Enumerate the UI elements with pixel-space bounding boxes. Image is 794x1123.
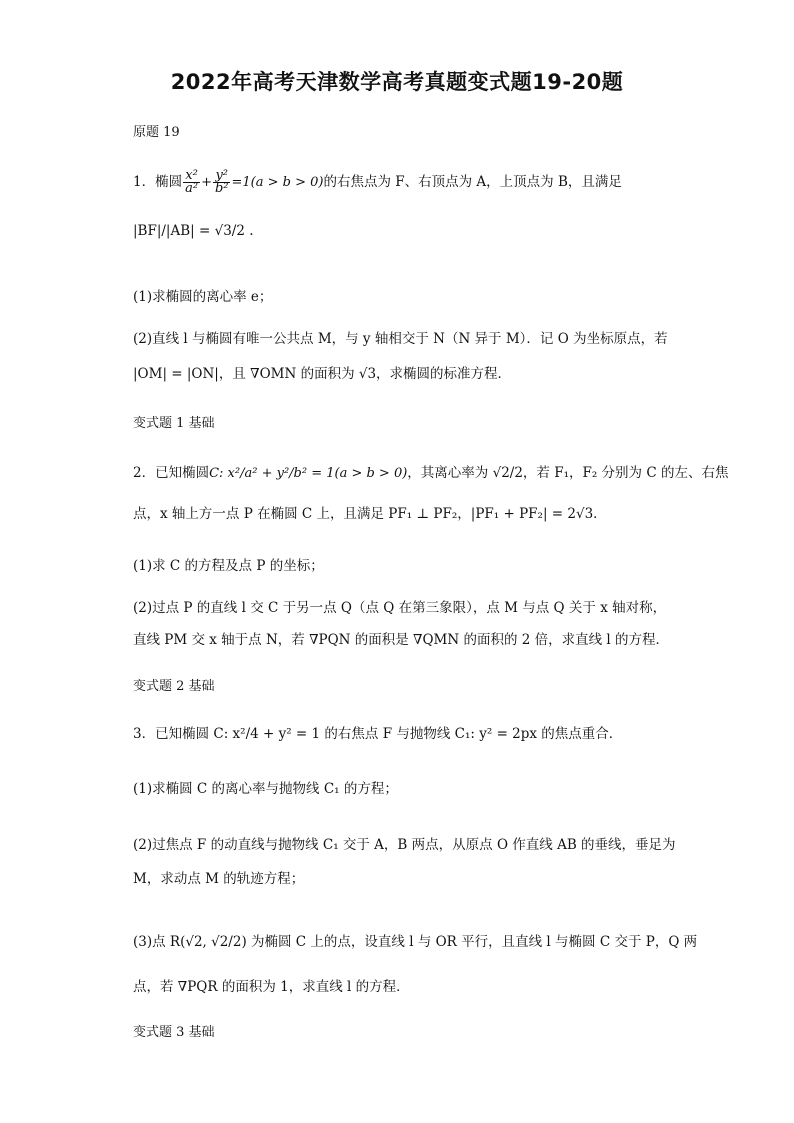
page-title: 2022年高考天津数学高考真题变式题19-20题 — [170, 70, 624, 94]
q2-part2-line2: 直线 PM 交 x 轴于点 N，若 ∇PQN 的面积是 ∇QMN 的面积的 2 倍，求直线 l 的方程． — [133, 632, 670, 648]
q3-part2-line1: (2)过焦点 F 的动直线与抛物线 C₁ 交于 A，B 两点，从原点 O 作直线 AB 的垂线，垂足为 — [133, 837, 676, 853]
q2-line2: 点，x 轴上方一点 P 在椭圆 C 上，且满足 PF₁ ⊥ PF₂，|PF₁ + PF₂| = 2√3． — [133, 506, 607, 522]
section-variant-3: 变式题 3 基础 — [133, 1025, 215, 1040]
q3-part1: (1)求椭圆 C 的离心率与抛物线 C₁ 的方程； — [133, 781, 398, 797]
q1-condition: |BF|/|AB| = √3/2 . — [133, 223, 254, 239]
q2-part2-line1: (2)过点 P 的直线 l 交 C 于另一点 Q（点 Q 在第三象限），点 M 与点 Q 关于 x 轴对称， — [133, 600, 667, 616]
section-original-19: 原题 19 — [133, 125, 180, 140]
q3-part3-line2: 点，若 ∇PQR 的面积为 1，求直线 l 的方程． — [133, 979, 410, 995]
q1-number: 1．椭圆 — [133, 174, 183, 190]
q2-number: 2．已知椭圆 — [133, 465, 210, 481]
q3-part2-line2: M，求动点 M 的轨迹方程； — [133, 871, 305, 887]
q1-ellipse-tail: 的右焦点为 F、右顶点为 A，上顶点为 B，且满足 — [323, 174, 622, 190]
q2-part1: (1)求 C 的方程及点 P 的坐标； — [133, 558, 324, 574]
section-variant-2: 变式题 2 基础 — [133, 679, 215, 694]
q3-line1: 3．已知椭圆 C: x²/4 + y² = 1 的右焦点 F 与抛物线 C₁: y² = 2px 的焦点重合． — [133, 726, 623, 742]
q2-line1 — [133, 464, 728, 483]
section-variant-1: 变式题 1 基础 — [133, 416, 215, 431]
q1-part2-line2: |OM| = |ON|，且 ∇OMN 的面积为 √3，求椭圆的标准方程． — [133, 366, 512, 382]
q2-line1-tail: ，其离心率为 √2/2，若 F₁，F₂ 分别为 C 的左、右焦 — [407, 465, 729, 481]
q3-part3-line1: (3)点 R(√2, √2/2) 为椭圆 C 上的点，设直线 l 与 OR 平行，且直线 l 与椭圆 C 交于 P，Q 两 — [133, 934, 698, 950]
q1-frac-y: $\frac{\text{y²}}{\text{b²}}$ — [214, 168, 229, 196]
q1-part1: (1)求椭圆的离心率 e； — [133, 289, 273, 305]
q1-line1: 1．椭圆 $\frac{\text{x²}}{\text{a²}}$ + $\frac{\text{y²}}{\text{b²}}$ =1(a > b > 0)的右焦点为 F、右顶点为 A，上顶点为 B，且满足 — [133, 168, 622, 196]
q2-ellipse: C: x²/a² + y²/b² = 1(a > b > 0) — [209, 466, 408, 481]
q1-part2-line1: (2)直线 l 与椭圆有唯一公共点 M，与 y 轴相交于 N（N 异于 M）．记 O 为坐标原点，若 — [133, 331, 668, 347]
q1-frac-x: $\frac{\text{x²}}{\text{a²}}$ — [185, 168, 199, 196]
